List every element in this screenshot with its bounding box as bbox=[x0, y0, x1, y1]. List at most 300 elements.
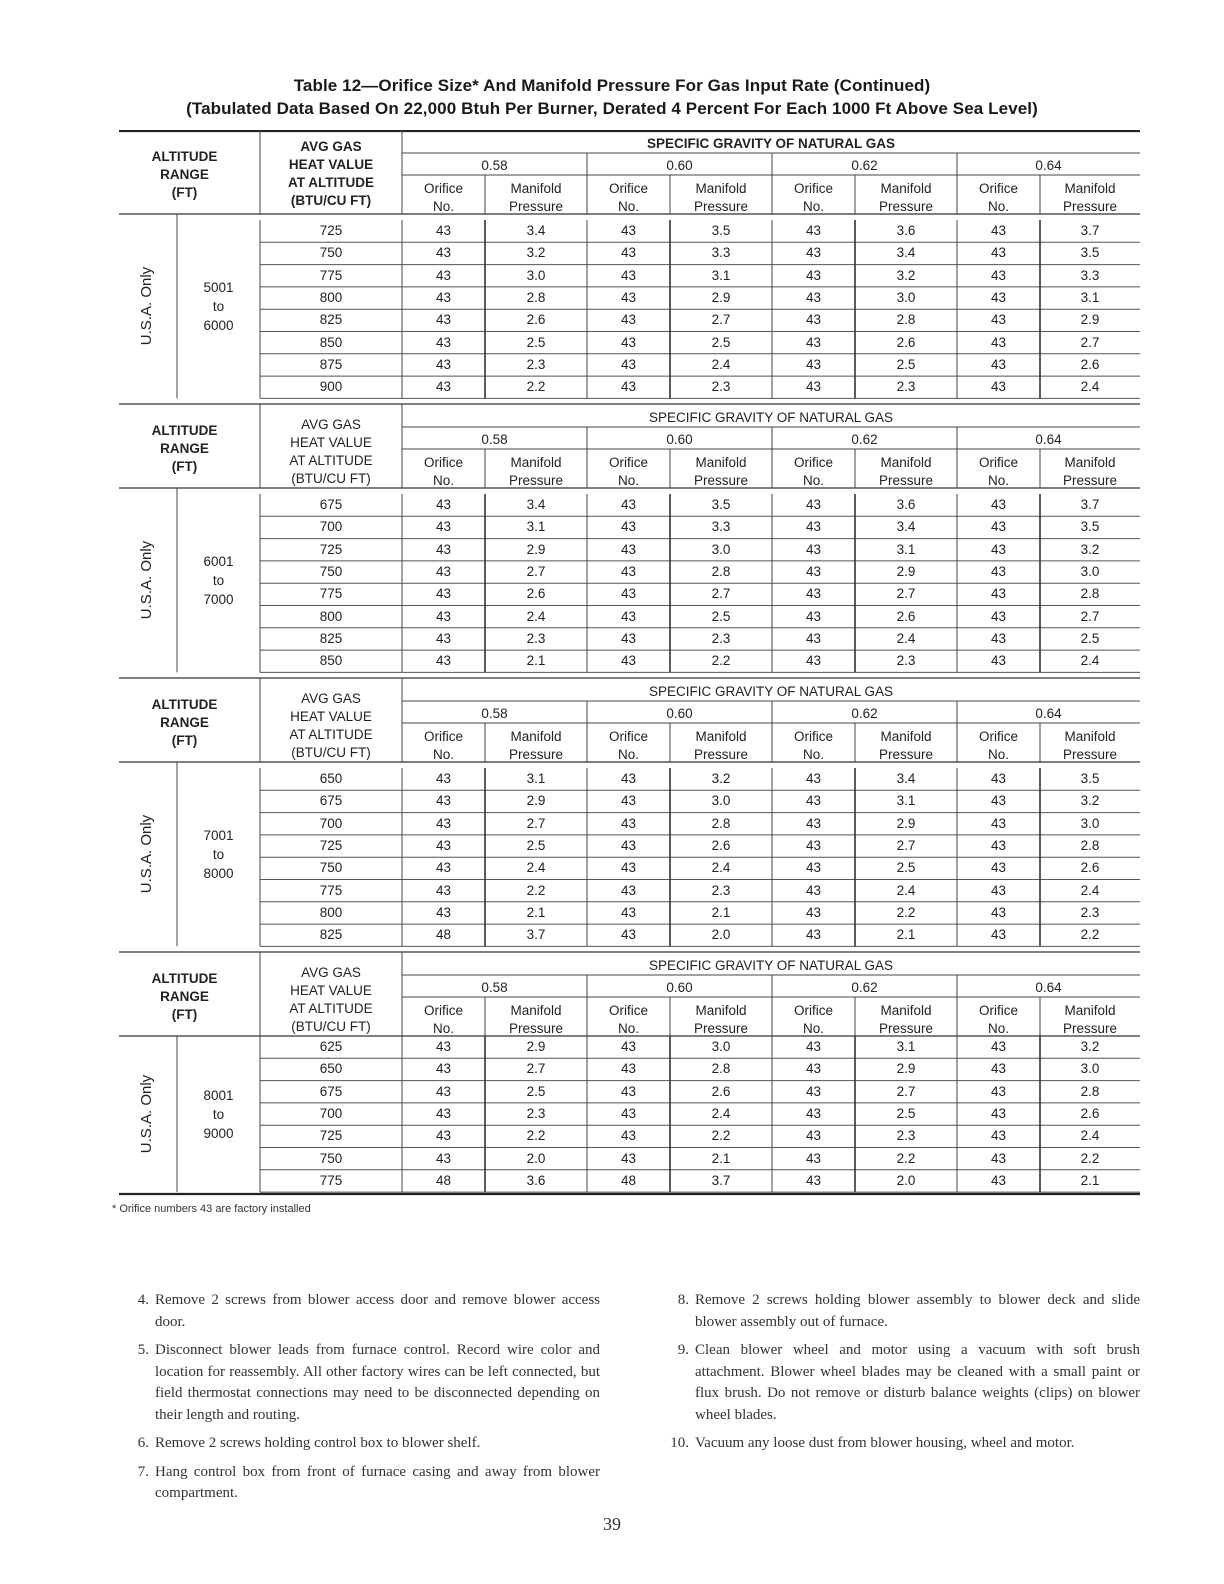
orifice-cell: 43 bbox=[435, 563, 452, 579]
manifold-cell: 2.2 bbox=[896, 904, 916, 920]
orifice-cell: 43 bbox=[620, 223, 637, 238]
heat-value-cell: 750 bbox=[319, 563, 343, 579]
manifold-cell: 2.3 bbox=[526, 356, 546, 372]
heat-value-cell: 775 bbox=[319, 586, 343, 602]
manifold-header: Pressure bbox=[1062, 1021, 1118, 1036]
instruction-step bbox=[125, 1340, 600, 1426]
manifold-cell: 2.2 bbox=[896, 1150, 916, 1166]
heat-value-cell: 775 bbox=[319, 882, 343, 898]
manifold-header: Pressure bbox=[693, 473, 749, 488]
orifice-cell: 43 bbox=[620, 771, 637, 786]
manifold-cell: 2.6 bbox=[526, 312, 546, 328]
manifold-cell: 2.5 bbox=[1080, 630, 1100, 646]
altitude-range-header: (FT) bbox=[171, 733, 198, 748]
orifice-header: Orifice bbox=[978, 181, 1018, 196]
heat-value-header: AT ALTITUDE bbox=[289, 453, 373, 468]
manifold-cell: 2.7 bbox=[896, 837, 916, 853]
orifice-cell: 43 bbox=[990, 379, 1007, 395]
manifold-cell: 3.1 bbox=[526, 771, 546, 786]
orifice-cell: 43 bbox=[620, 1061, 637, 1077]
table-subtitle: (Tabulated Data Based On 22,000 Btuh Per Burner, Derated 4 Percent For Each 1000 Ft Above Sea Level) bbox=[186, 99, 1038, 118]
manifold-header: Pressure bbox=[693, 199, 749, 214]
orifice-header: Orifice bbox=[978, 455, 1018, 470]
heat-value-cell: 625 bbox=[319, 1039, 343, 1054]
orifice-cell: 43 bbox=[620, 563, 637, 579]
orifice-cell: 43 bbox=[620, 379, 637, 395]
orifice-header: No. bbox=[617, 199, 639, 214]
manifold-cell: 2.7 bbox=[896, 1083, 916, 1099]
manifold-header: Manifold bbox=[510, 181, 562, 196]
manifold-cell: 2.4 bbox=[1080, 379, 1100, 395]
manifold-header: Pressure bbox=[508, 1021, 564, 1036]
manifold-cell: 2.3 bbox=[711, 379, 731, 395]
manifold-header: Manifold bbox=[510, 1003, 562, 1018]
gravity-value: 0.64 bbox=[1035, 158, 1062, 173]
manifold-cell: 2.2 bbox=[1080, 1150, 1100, 1166]
orifice-cell: 43 bbox=[805, 519, 822, 535]
heat-value-cell: 800 bbox=[319, 608, 343, 624]
orifice-cell: 48 bbox=[620, 1172, 637, 1188]
orifice-cell: 43 bbox=[990, 563, 1007, 579]
orifice-cell: 48 bbox=[435, 927, 452, 943]
specific-gravity-header: SPECIFIC GRAVITY OF NATURAL GAS bbox=[648, 684, 894, 699]
altitude-range-value: 6000 bbox=[203, 318, 234, 334]
orifice-cell: 43 bbox=[805, 379, 822, 395]
manifold-cell: 3.3 bbox=[1080, 267, 1100, 283]
manifold-cell: 3.1 bbox=[896, 541, 916, 557]
orifice-cell: 43 bbox=[435, 379, 452, 395]
altitude-range-value: 7001 bbox=[203, 828, 234, 844]
manifold-cell: 2.2 bbox=[711, 1128, 731, 1144]
heat-value-header: (BTU/CU FT) bbox=[291, 745, 371, 760]
altitude-range-header: (FT) bbox=[171, 1007, 198, 1022]
manifold-cell: 2.3 bbox=[896, 379, 916, 395]
orifice-cell: 43 bbox=[990, 1150, 1007, 1166]
orifice-cell: 43 bbox=[435, 1061, 452, 1077]
orifice-cell: 43 bbox=[990, 653, 1007, 669]
manifold-cell: 2.5 bbox=[896, 356, 916, 372]
orifice-cell: 43 bbox=[805, 860, 822, 876]
heat-value-cell: 875 bbox=[319, 356, 343, 372]
manifold-cell: 2.4 bbox=[526, 860, 546, 876]
heat-value-header: AT ALTITUDE bbox=[289, 1001, 373, 1016]
heat-value-header: (BTU/CU FT) bbox=[290, 193, 372, 208]
instruction-step bbox=[665, 1433, 1140, 1455]
orifice-cell: 43 bbox=[805, 771, 822, 786]
manifold-cell: 3.0 bbox=[1080, 1061, 1100, 1077]
orifice-cell: 43 bbox=[435, 630, 452, 646]
orifice-cell: 43 bbox=[990, 927, 1007, 943]
manifold-cell: 2.5 bbox=[526, 837, 546, 853]
orifice-header: Orifice bbox=[423, 181, 463, 196]
manifold-cell: 2.2 bbox=[711, 653, 731, 669]
instruction-step bbox=[125, 1433, 600, 1455]
manifold-cell: 2.0 bbox=[711, 927, 731, 943]
altitude-range-value: 6001 bbox=[203, 554, 234, 570]
manifold-cell: 2.9 bbox=[1080, 312, 1100, 328]
orifice-header: No. bbox=[432, 199, 454, 214]
manifold-cell: 2.1 bbox=[711, 1150, 731, 1166]
orifice-cell: 43 bbox=[620, 860, 637, 876]
altitude-range-value: 8001 bbox=[203, 1088, 234, 1104]
altitude-range-header: ALTITUDE bbox=[151, 423, 218, 438]
heat-value-header: (BTU/CU FT) bbox=[291, 471, 371, 486]
orifice-cell: 43 bbox=[805, 1061, 822, 1077]
gravity-value: 0.60 bbox=[666, 706, 693, 721]
altitude-range-header: ALTITUDE bbox=[151, 971, 218, 986]
manifold-header: Manifold bbox=[880, 455, 932, 470]
step-text: Remove 2 screws from blower access door and remove blower access door. bbox=[155, 1292, 600, 1330]
manifold-header: Manifold bbox=[695, 729, 747, 744]
manifold-cell: 3.0 bbox=[526, 267, 546, 283]
manifold-cell: 2.7 bbox=[526, 1061, 546, 1077]
step-text: Clean blower wheel and motor using a vacuum with soft brush attachment. Blower wheel blades may be cleaned with a small paint or flux brush. Do not remove or disturb balance weights (clips) on blower wheel blades. bbox=[695, 1342, 1140, 1423]
heat-value-cell: 900 bbox=[319, 379, 343, 395]
orifice-header: No. bbox=[802, 1021, 824, 1036]
manifold-cell: 3.4 bbox=[896, 519, 916, 535]
orifice-header: Orifice bbox=[608, 181, 648, 196]
manifold-cell: 2.4 bbox=[1080, 882, 1100, 898]
footnote: * Orifice numbers 43 are factory installed bbox=[112, 1203, 311, 1215]
step-text: Remove 2 screws holding control box to blower shelf. bbox=[155, 1435, 481, 1451]
heat-value-cell: 750 bbox=[319, 860, 343, 876]
manifold-cell: 2.0 bbox=[526, 1150, 546, 1166]
altitude-range-header: (FT) bbox=[171, 459, 198, 474]
usa-only-label: U.S.A. Only bbox=[138, 541, 155, 620]
orifice-cell: 43 bbox=[620, 1083, 637, 1099]
altitude-range-value: to bbox=[212, 1107, 225, 1123]
manifold-header: Pressure bbox=[1062, 747, 1118, 762]
orifice-cell: 43 bbox=[435, 289, 452, 305]
instruction-step bbox=[125, 1462, 600, 1505]
manifold-cell: 2.9 bbox=[896, 1061, 916, 1077]
step-text: Remove 2 screws holding blower assembly to blower deck and slide blower assembly out of furnace. bbox=[695, 1292, 1140, 1330]
orifice-cell: 43 bbox=[805, 541, 822, 557]
manifold-cell: 2.2 bbox=[526, 1128, 546, 1144]
gravity-value: 0.62 bbox=[851, 980, 878, 995]
manifold-cell: 2.9 bbox=[896, 563, 916, 579]
manifold-header: Pressure bbox=[878, 199, 934, 214]
manifold-cell: 2.8 bbox=[1080, 1083, 1100, 1099]
orifice-cell: 43 bbox=[990, 860, 1007, 876]
orifice-cell: 43 bbox=[435, 860, 452, 876]
manifold-cell: 2.8 bbox=[711, 1061, 731, 1077]
orifice-header: No. bbox=[617, 747, 639, 762]
manifold-cell: 2.7 bbox=[711, 312, 731, 328]
altitude-range-header: (FT) bbox=[171, 185, 198, 200]
orifice-cell: 43 bbox=[620, 356, 637, 372]
manifold-cell: 2.7 bbox=[1080, 608, 1100, 624]
manifold-header: Manifold bbox=[510, 729, 562, 744]
manifold-cell: 2.5 bbox=[526, 334, 546, 350]
heat-value-cell: 700 bbox=[319, 519, 343, 535]
manifold-header: Pressure bbox=[508, 747, 564, 762]
manifold-cell: 3.0 bbox=[1080, 815, 1100, 831]
heat-value-cell: 675 bbox=[319, 497, 343, 512]
orifice-cell: 43 bbox=[620, 653, 637, 669]
manifold-cell: 2.5 bbox=[526, 1083, 546, 1099]
orifice-cell: 43 bbox=[620, 1105, 637, 1121]
orifice-header: Orifice bbox=[608, 1003, 648, 1018]
manifold-cell: 3.1 bbox=[526, 519, 546, 535]
orifice-cell: 43 bbox=[620, 904, 637, 920]
manifold-cell: 2.5 bbox=[711, 608, 731, 624]
altitude-range-value: to bbox=[212, 573, 225, 589]
manifold-cell: 2.8 bbox=[896, 312, 916, 328]
manifold-cell: 2.6 bbox=[711, 1083, 731, 1099]
step-number: 9. bbox=[677, 1342, 689, 1358]
heat-value-header: HEAT VALUE bbox=[290, 983, 372, 998]
orifice-cell: 43 bbox=[435, 1105, 452, 1121]
manifold-cell: 2.6 bbox=[711, 837, 731, 853]
altitude-range-value: to bbox=[212, 299, 225, 315]
orifice-cell: 43 bbox=[990, 1083, 1007, 1099]
orifice-cell: 43 bbox=[805, 1172, 822, 1188]
heat-value-cell: 725 bbox=[319, 541, 343, 557]
heat-value-cell: 650 bbox=[319, 1061, 343, 1077]
heat-value-cell: 725 bbox=[319, 223, 343, 238]
manifold-cell: 2.6 bbox=[1080, 1105, 1100, 1121]
manifold-header: Manifold bbox=[1064, 181, 1116, 196]
orifice-cell: 43 bbox=[435, 245, 452, 261]
orifice-cell: 43 bbox=[620, 334, 637, 350]
instruction-step bbox=[665, 1340, 1140, 1426]
orifice-cell: 43 bbox=[620, 837, 637, 853]
orifice-cell: 43 bbox=[805, 267, 822, 283]
gravity-value: 0.64 bbox=[1035, 706, 1062, 721]
orifice-cell: 43 bbox=[805, 1083, 822, 1099]
orifice-cell: 43 bbox=[435, 519, 452, 535]
orifice-cell: 43 bbox=[990, 1105, 1007, 1121]
orifice-cell: 43 bbox=[805, 793, 822, 809]
orifice-header: Orifice bbox=[793, 455, 833, 470]
heat-value-cell: 800 bbox=[319, 904, 343, 920]
heat-value-cell: 775 bbox=[319, 267, 343, 283]
step-number: 8. bbox=[677, 1292, 689, 1308]
orifice-header: No. bbox=[432, 1021, 454, 1036]
orifice-cell: 43 bbox=[805, 927, 822, 943]
orifice-cell: 43 bbox=[620, 1039, 637, 1054]
manifold-cell: 3.4 bbox=[896, 771, 916, 786]
orifice-cell: 43 bbox=[805, 245, 822, 261]
step-number: 4. bbox=[137, 1292, 149, 1308]
orifice-cell: 43 bbox=[990, 882, 1007, 898]
manifold-header: Pressure bbox=[1062, 473, 1118, 488]
manifold-cell: 2.3 bbox=[1080, 904, 1100, 920]
manifold-header: Manifold bbox=[880, 729, 932, 744]
orifice-cell: 43 bbox=[990, 267, 1007, 283]
manifold-cell: 2.9 bbox=[711, 289, 731, 305]
manifold-header: Pressure bbox=[1062, 199, 1118, 214]
manifold-cell: 3.7 bbox=[1080, 223, 1100, 238]
orifice-cell: 43 bbox=[990, 904, 1007, 920]
orifice-cell: 43 bbox=[990, 1061, 1007, 1077]
gravity-value: 0.62 bbox=[851, 432, 878, 447]
orifice-cell: 43 bbox=[990, 223, 1007, 238]
manifold-header: Manifold bbox=[695, 181, 747, 196]
orifice-cell: 43 bbox=[990, 334, 1007, 350]
heat-value-cell: 650 bbox=[319, 771, 343, 786]
manifold-cell: 3.6 bbox=[896, 223, 916, 238]
orifice-header: No. bbox=[802, 747, 824, 762]
orifice-cell: 43 bbox=[435, 882, 452, 898]
heat-value-cell: 825 bbox=[319, 630, 343, 646]
orifice-cell: 43 bbox=[805, 563, 822, 579]
manifold-cell: 3.5 bbox=[1080, 245, 1100, 261]
orifice-cell: 43 bbox=[805, 1128, 822, 1144]
manifold-header: Pressure bbox=[878, 1021, 934, 1036]
manifold-cell: 2.0 bbox=[896, 1172, 916, 1188]
specific-gravity-header: SPECIFIC GRAVITY OF NATURAL GAS bbox=[648, 410, 894, 425]
manifold-cell: 3.2 bbox=[711, 771, 731, 786]
orifice-cell: 43 bbox=[805, 312, 822, 328]
gravity-value: 0.60 bbox=[666, 432, 693, 447]
page-number: 39 bbox=[603, 1514, 621, 1534]
orifice-table bbox=[119, 130, 1140, 1196]
instruction-step bbox=[665, 1290, 1140, 1333]
orifice-header: Orifice bbox=[423, 455, 463, 470]
orifice-cell: 43 bbox=[990, 312, 1007, 328]
manifold-cell: 2.6 bbox=[1080, 356, 1100, 372]
manifold-cell: 3.1 bbox=[896, 793, 916, 809]
usa-only-label: U.S.A. Only bbox=[138, 1074, 155, 1154]
manifold-cell: 3.7 bbox=[1080, 497, 1100, 512]
orifice-header: Orifice bbox=[423, 1003, 463, 1018]
manifold-cell: 2.3 bbox=[896, 653, 916, 669]
orifice-cell: 43 bbox=[805, 904, 822, 920]
orifice-cell: 43 bbox=[620, 927, 637, 943]
orifice-cell: 43 bbox=[435, 793, 452, 809]
orifice-header: No. bbox=[987, 1021, 1009, 1036]
orifice-cell: 48 bbox=[435, 1172, 452, 1188]
altitude-range-value: 7000 bbox=[203, 592, 234, 608]
heat-value-cell: 850 bbox=[319, 334, 343, 350]
orifice-cell: 43 bbox=[620, 312, 637, 328]
manifold-header: Manifold bbox=[1064, 455, 1116, 470]
gravity-value: 0.58 bbox=[481, 980, 508, 995]
manifold-cell: 3.6 bbox=[526, 1172, 546, 1188]
gravity-value: 0.62 bbox=[851, 706, 878, 721]
manifold-cell: 2.9 bbox=[526, 793, 546, 809]
orifice-header: Orifice bbox=[608, 729, 648, 744]
orifice-cell: 43 bbox=[435, 1150, 452, 1166]
manifold-header: Pressure bbox=[508, 199, 564, 214]
orifice-cell: 43 bbox=[990, 541, 1007, 557]
manifold-header: Manifold bbox=[880, 181, 932, 196]
usa-only-label: U.S.A. Only bbox=[138, 267, 155, 346]
manifold-header: Manifold bbox=[1064, 1003, 1116, 1018]
manifold-cell: 2.4 bbox=[711, 1105, 731, 1121]
manifold-cell: 3.5 bbox=[711, 497, 731, 512]
manifold-cell: 3.3 bbox=[711, 245, 731, 261]
heat-value-header: HEAT VALUE bbox=[290, 435, 372, 450]
manifold-header: Manifold bbox=[510, 455, 562, 470]
heat-value-header: AVG GAS bbox=[301, 417, 361, 432]
manifold-cell: 3.2 bbox=[1080, 541, 1100, 557]
altitude-range-header: RANGE bbox=[160, 167, 209, 182]
heat-value-cell: 800 bbox=[319, 289, 343, 305]
step-number: 7. bbox=[137, 1463, 149, 1480]
manifold-cell: 2.1 bbox=[896, 927, 916, 943]
orifice-cell: 43 bbox=[805, 1150, 822, 1166]
orifice-cell: 43 bbox=[990, 1172, 1007, 1188]
manifold-cell: 2.8 bbox=[1080, 837, 1100, 853]
orifice-cell: 43 bbox=[805, 608, 822, 624]
manifold-cell: 3.4 bbox=[896, 245, 916, 261]
orifice-cell: 43 bbox=[435, 904, 452, 920]
heat-value-header: AVG GAS bbox=[300, 139, 362, 154]
gravity-value: 0.58 bbox=[481, 706, 508, 721]
orifice-cell: 43 bbox=[620, 793, 637, 809]
manifold-cell: 2.1 bbox=[1080, 1172, 1100, 1188]
orifice-header: Orifice bbox=[793, 1003, 833, 1018]
manifold-cell: 2.2 bbox=[526, 882, 546, 898]
manifold-header: Pressure bbox=[508, 473, 564, 488]
manifold-header: Manifold bbox=[695, 1003, 747, 1018]
orifice-header: No. bbox=[432, 747, 454, 762]
manifold-cell: 3.0 bbox=[711, 1039, 731, 1054]
manifold-header: Pressure bbox=[878, 473, 934, 488]
orifice-cell: 43 bbox=[990, 1128, 1007, 1144]
step-number: 10. bbox=[670, 1435, 689, 1451]
manifold-cell: 2.9 bbox=[526, 541, 546, 557]
orifice-cell: 43 bbox=[620, 497, 637, 512]
heat-value-header: AVG GAS bbox=[301, 965, 361, 980]
manifold-cell: 3.1 bbox=[1080, 289, 1100, 305]
altitude-range-value: 9000 bbox=[203, 1126, 234, 1142]
manifold-cell: 2.8 bbox=[526, 289, 546, 305]
gravity-value: 0.60 bbox=[666, 980, 693, 995]
manifold-cell: 3.0 bbox=[896, 289, 916, 305]
manifold-header: Manifold bbox=[695, 455, 747, 470]
orifice-cell: 43 bbox=[805, 815, 822, 831]
altitude-range-header: RANGE bbox=[160, 989, 209, 1004]
manifold-cell: 2.3 bbox=[711, 630, 731, 646]
orifice-cell: 43 bbox=[435, 267, 452, 283]
manifold-cell: 2.5 bbox=[896, 860, 916, 876]
step-text: Disconnect blower leads from furnace control. Record wire color and location for reassembly. All other factory wires can be left connected, but field thermostat connections may need to be disconnected depending on their length and routing. bbox=[155, 1342, 600, 1423]
orifice-cell: 43 bbox=[435, 1083, 452, 1099]
heat-value-cell: 825 bbox=[319, 312, 343, 328]
heat-value-cell: 700 bbox=[319, 1105, 343, 1121]
altitude-range-header: ALTITUDE bbox=[151, 697, 218, 712]
manifold-cell: 2.4 bbox=[1080, 653, 1100, 669]
heat-value-header: AT ALTITUDE bbox=[289, 727, 373, 742]
manifold-header: Manifold bbox=[1064, 729, 1116, 744]
manifold-cell: 3.0 bbox=[1080, 563, 1100, 579]
altitude-range-header: RANGE bbox=[160, 441, 209, 456]
manifold-cell: 3.5 bbox=[711, 223, 731, 238]
orifice-cell: 43 bbox=[990, 837, 1007, 853]
orifice-cell: 43 bbox=[620, 1128, 637, 1144]
orifice-header: No. bbox=[432, 473, 454, 488]
orifice-cell: 43 bbox=[990, 245, 1007, 261]
orifice-cell: 43 bbox=[435, 312, 452, 328]
specific-gravity-header: SPECIFIC GRAVITY OF NATURAL GAS bbox=[646, 136, 896, 151]
manifold-cell: 3.4 bbox=[526, 223, 546, 238]
heat-value-header: AT ALTITUDE bbox=[288, 175, 374, 190]
manifold-cell: 2.3 bbox=[711, 882, 731, 898]
manifold-cell: 2.5 bbox=[711, 334, 731, 350]
orifice-cell: 43 bbox=[805, 1039, 822, 1054]
altitude-range-value: 8000 bbox=[203, 866, 234, 882]
gravity-value: 0.62 bbox=[851, 158, 878, 173]
orifice-cell: 43 bbox=[435, 586, 452, 602]
orifice-cell: 43 bbox=[805, 356, 822, 372]
heat-value-cell: 825 bbox=[319, 927, 343, 943]
manifold-cell: 3.0 bbox=[711, 541, 731, 557]
orifice-cell: 43 bbox=[805, 334, 822, 350]
